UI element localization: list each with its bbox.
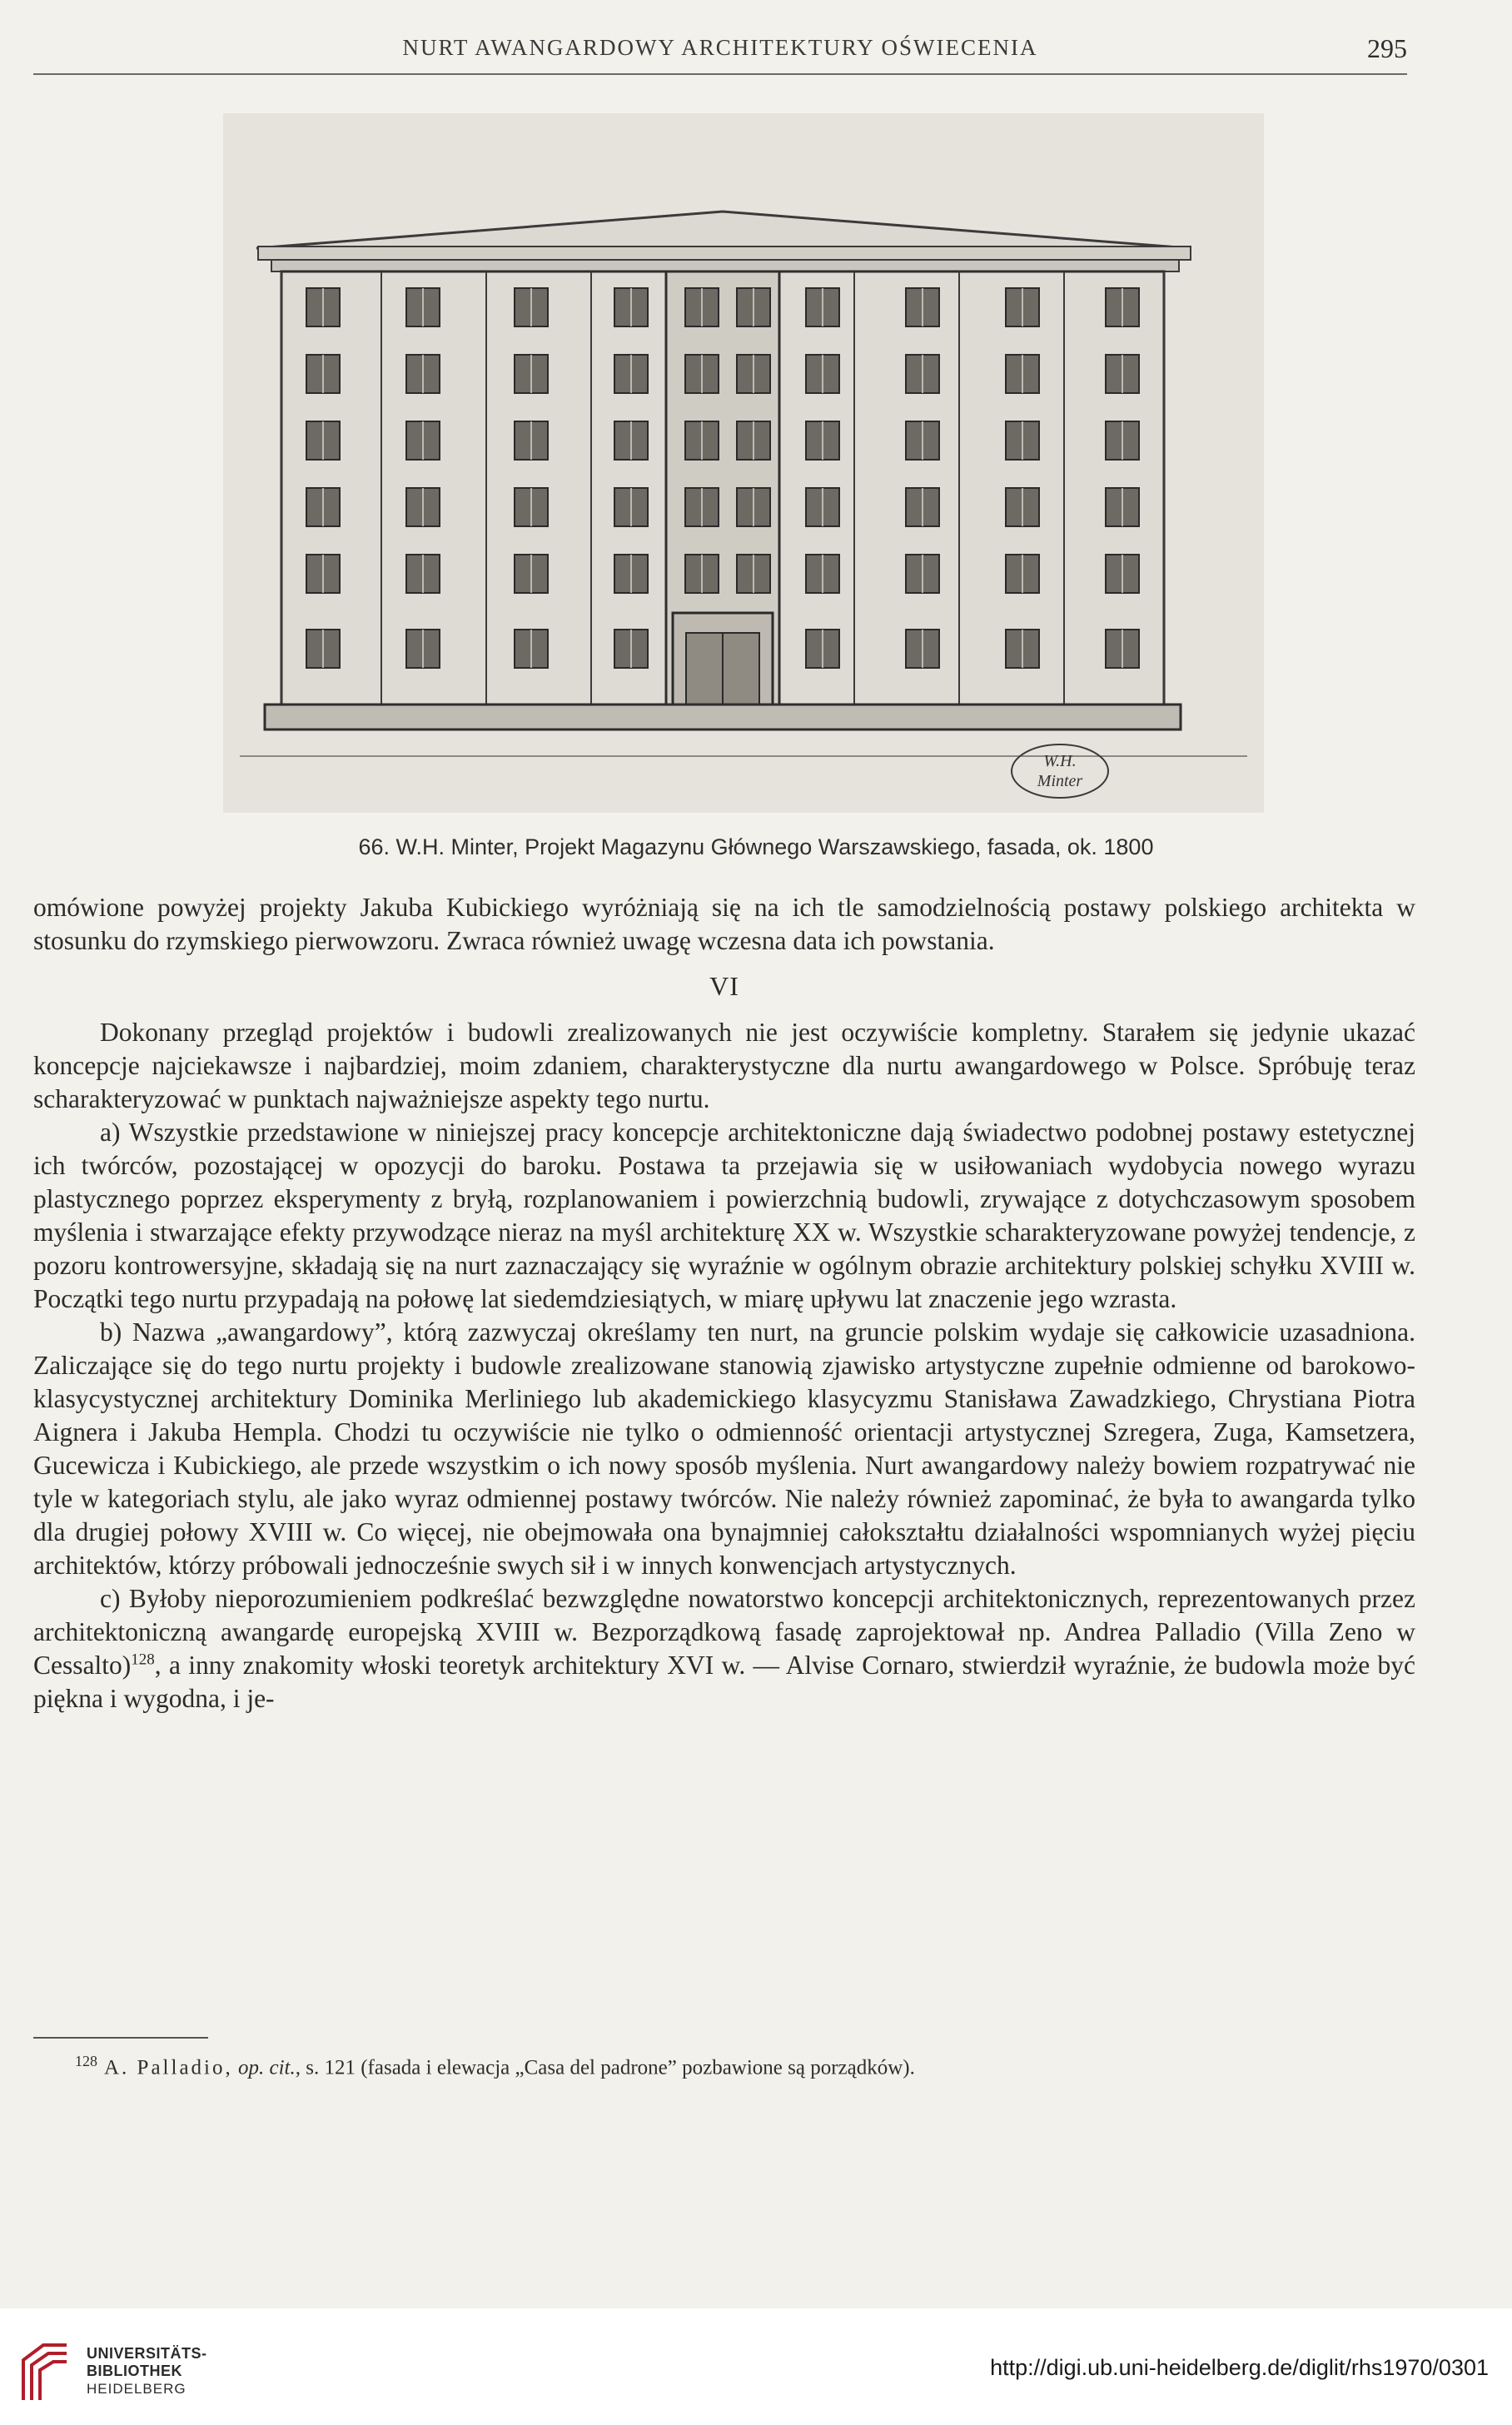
paragraph: b) Nazwa „awangardowy”, którą zazwyczaj określamy ten nurt, na gruncie polskim wydaje się całkowicie uzasadniona. Zaliczające się do tego nurtu projekty i budowle zrealizowane stanowią zjawisko artystyczne zupełnie odmienne od barokowo-klasycystycznej architektury Dominika Merliniego lub akademickiego klasycyzmu Stanisława Zawadzkiego, Chrystiana Piotra Aignera i Jakuba Hempla. Chodzi tu oczywiście nie tylko o odmienność orientacji artystycznej Szregera, Zuga, Kamsetzera, Gucewicza i Kubickiego, ale przede wszystkim o ich nowy sposób myślenia. Nurt awangardowy należy bowiem rozpatrywać nie tyle w kategoriach stylu, ale jako wyraz odmiennej postawy twórców. Nie należy również zapominać, że była to awangarda tylko dla drugiej połowy XVIII w. Co więcej, nie obejmowała ona bynajmniej całokształtu działalności wspomnianych wyżej pięciu architektów, którzy próbowali jednocześnie swych sił i w innych konwencjach artystycznych. [33,1317,1415,1580]
library-name [87,2345,207,2398]
plinth [265,705,1181,729]
library-name-line3: HEIDELBERG [87,2381,187,2397]
paragraph: a) Wszystkie przedstawione w niniejszej pracy koncepcje architektoniczne dają świadectwo podobnej postawy estetycznej ich twórców, pozostającej w opozycji do baroku. Postawa ta przejawia się w usiłowaniach wydobycia nowego wyrazu plastycznego poprzez eksperymenty z bryłą, rozplanowaniem i powierzchnią budowli, zrywające z dotychczasowym sposobem myślenia i stwarzające efekty przywodzące nieraz na myśl architekturę XX w. Wszystkie scharakteryzowane powyżej tendencje, z pozoru kontrowersyjne, składają się na nurt zaznaczający się wyraźnie w ogólnym obrazie architektury polskiej schyłku XVIII w. Początki tego nurtu przypadają na połowę lat siedemdziesiątych, w miarę upływu lat znaczenie jego wzrasta. [33,1118,1415,1313]
figure-caption: 66. W.H. Minter, Projekt Magazynu Głównego Warszawskiego, fasada, ok. 1800 [358,834,1154,859]
stamp-line2: Minter [1037,772,1083,790]
running-title: NURT AWANGARDOWY ARCHITEKTURY OŚWIECENIA [402,35,1038,60]
footnote-author: A. Palladio, [104,2056,233,2079]
figure-facade-drawing [223,113,1264,813]
header-rule [33,73,1407,75]
footnote-number: 128 [75,2053,97,2069]
paragraph: Dokonany przegląd projektów i budowli zrealizowanych nie jest oczywiście kompletny. Starałem się jedynie ukazać koncepcje najciekawsze i najbardziej, moim zdaniem, charakterystyczne dla nurtu awangardowego w Polsce. Spróbuję teraz scharakteryzować w punktach najważniejsze aspekty tego nurtu. [33,1018,1415,1113]
body-text [33,891,1415,1715]
cornice [258,246,1191,260]
footnote-rule [33,2037,208,2039]
library-name-line1: UNIVERSITÄTS- [87,2345,207,2362]
footnote-text: s. 121 (fasada i elewacja „Casa del padrone” pozbawione są porządków). [306,2056,915,2079]
section-heading: VI [709,971,739,1001]
paragraph-text: c) Byłoby nieporozumieniem podkreślać bezwzględne nowatorstwo koncepcji architektonicznych, reprezentowanych przez architektoniczną awangardę europejską XVIII w. Bezporządkową fasadę zaprojektował np. Andrea Palladio (Villa Zeno w Cessalto) [33,1584,1415,1680]
cornice-band [271,260,1179,271]
footnote-reference[interactable]: 128 [131,1651,155,1669]
paragraph: omówione powyżej projekty Jakuba Kubickiego wyróżniają się na ich tle samodzielnością postawy polskiego architekta w stosunku do rzymskiego pierwowzoru. Zwraca również uwagę wczesna data ich powstania. [33,893,1415,955]
paragraph [33,1582,1415,1715]
library-logo-icon [18,2342,72,2402]
footnote [75,2047,1424,2082]
facade-illustration [223,113,1264,813]
footnote-work: op. cit., [238,2056,301,2079]
running-header [33,32,1407,72]
source-url-link[interactable]: http://digi.ub.uni-heidelberg.de/diglit/rhs1970/0301 [990,2355,1489,2380]
stamp-line1: W.H. [1043,752,1077,770]
library-name-line2: BIBLIOTHEK [87,2363,182,2379]
page-number: 295 [1367,33,1407,63]
paragraph-text: , a inny znakomity włoski teoretyk architektury XVI w. — Alvise Cornaro, stwierdził wyraźnie, że budowla może być piękna i wygodna, i je- [33,1651,1415,1713]
